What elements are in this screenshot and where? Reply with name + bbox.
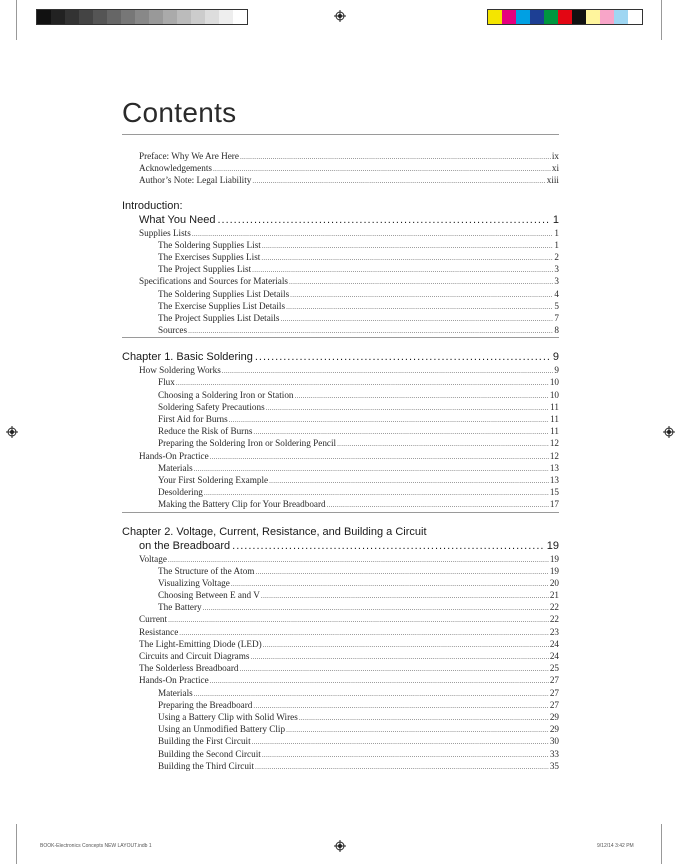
toc-entry-title: Voltage [139,553,167,564]
toc-entry-page: 19 [549,565,559,576]
toc-entry-title: Choosing Between E and V [158,590,260,601]
front-matter-list [122,150,559,187]
toc-entry-page: 24 [549,638,559,649]
leader-dots [231,578,549,590]
chapter-2-row[interactable] [122,539,559,553]
toc-entry[interactable] [122,674,559,686]
toc-entry-page: 24 [549,651,559,661]
leader-dots [217,213,550,227]
toc-entry[interactable] [122,613,559,625]
intro-page: 1 [552,213,559,226]
chapter-1-title: Chapter 1. Basic Soldering [122,351,253,364]
toc-entry-title: Using a Battery Clip with Solid Wires [158,711,298,722]
toc-entry[interactable] [122,589,559,601]
toc-entry[interactable] [122,364,559,376]
leader-dots [299,712,549,724]
toc-entry-title: First Aid for Burns [158,414,228,424]
toc-entry-title: Using an Unmodified Battery Clip [158,724,286,735]
toc-entry-page: 7 [554,312,559,323]
toc-entry-page: 4 [554,288,559,299]
toc-entry-title: Choosing a Soldering Iron or Station [158,389,294,400]
toc-entry-title: Materials [158,462,193,473]
toc-entry-page: 27 [549,687,559,698]
toc-entry-title: The Soldering Supplies List [158,239,261,250]
toc-entry-title: The Exercise Supplies List Details [158,300,286,311]
toc-entry-title: Resistance [139,626,179,637]
toc-entry-page: 22 [549,602,559,613]
toc-entry-page: 20 [549,577,559,588]
title-rule [122,134,559,135]
toc-entry-title: Current [139,614,168,625]
chapter-1-page: 9 [552,351,559,364]
leader-dots [261,252,553,264]
toc-entry[interactable] [122,474,559,486]
leader-dots [262,749,549,761]
intro-title: What You Need [139,213,216,226]
toc-entry-title: Building the First Circuit [158,736,251,747]
toc-entry-page: 13 [549,462,559,473]
toc-entry[interactable] [122,486,559,498]
leader-dots [255,761,549,773]
crop-mark [661,824,662,864]
toc-entry-page: 22 [549,614,559,625]
toc-entry-title: Reduce the Risk of Burns [158,426,253,437]
toc-entry-page: ix [551,151,559,161]
chapter-2-page: 19 [546,539,559,552]
toc-entry[interactable] [122,565,559,577]
slug-filename: BOOK-Electronics Concepts NEW LAYOUT.indb 1 [40,843,152,849]
chapter-1-entries [122,364,559,510]
leader-dots [203,602,549,614]
toc-entry-page: 3 [554,276,559,287]
leader-dots [252,264,553,276]
toc-entry[interactable] [122,425,559,437]
toc-entry-title: Flux [158,377,175,388]
leader-dots [286,724,549,736]
toc-entry-page: 3 [554,264,559,275]
toc-entry-page: 15 [549,487,559,498]
leader-dots [168,614,549,626]
toc-entry-page: 1 [554,227,559,238]
toc-entry[interactable] [122,662,559,674]
toc-entry-title: Hands-On Practice [139,675,209,686]
crop-mark [16,824,17,864]
toc-entry-title: Materials [158,687,193,698]
leader-dots [252,736,549,748]
toc-entry-page: 27 [549,699,559,710]
toc-entry[interactable] [122,312,559,324]
toc-entry-page: 10 [549,377,559,388]
toc-entry-page: 27 [549,675,559,686]
grayscale-color-bar [36,9,248,25]
toc-entry[interactable] [122,687,559,699]
leader-dots [213,163,551,175]
toc-entry-title: Building the Second Circuit [158,748,261,759]
toc-entry[interactable] [122,735,559,747]
toc-entry[interactable] [122,376,559,388]
toc-entry-title: Your First Soldering Example [158,474,269,485]
toc-entry[interactable] [122,275,559,287]
toc-entry-page: 17 [549,499,559,510]
leader-dots [289,276,553,288]
toc-entry-page: 23 [549,626,559,637]
leader-dots [337,438,549,450]
toc-entry[interactable] [122,626,559,638]
leader-dots [229,414,549,426]
toc-entry[interactable] [122,498,559,510]
toc-entry-title: Circuits and Circuit Diagrams [139,651,250,661]
registration-mark-icon [334,840,346,852]
toc-entry-page: 19 [549,553,559,564]
leader-dots [188,325,553,337]
toc-entry-title: Acknowledgements [139,163,212,174]
table-of-contents [122,150,559,772]
toc-entry[interactable] [122,437,559,449]
leader-dots [210,451,549,463]
page-title: Contents [122,97,237,128]
toc-entry[interactable] [122,760,559,772]
toc-entry-title: Preparing the Soldering Iron or Soldering Pencil [158,438,337,449]
toc-entry-page: 13 [549,474,559,485]
toc-entry-page: 25 [549,663,559,674]
toc-entry-page: 21 [549,590,559,601]
toc-entry-page: 11 [550,426,559,437]
toc-entry-page: 11 [550,414,559,424]
process-color-bar [487,9,643,25]
toc-entry-page: 30 [549,736,559,747]
toc-entry[interactable] [122,389,559,401]
toc-entry[interactable] [122,150,559,162]
toc-entry[interactable] [122,723,559,735]
toc-entry[interactable] [122,174,559,186]
leader-dots [261,590,549,602]
leader-dots [232,539,545,553]
leader-dots [262,240,554,252]
toc-entry[interactable] [122,553,559,565]
toc-entry[interactable] [122,263,559,275]
toc-entry-page: 8 [554,325,559,336]
toc-entry-page: 12 [549,450,559,461]
toc-entry-title: Author’s Note: Legal Liability [139,175,252,186]
crop-mark [16,0,17,40]
toc-entry[interactable] [122,413,559,425]
leader-dots [263,639,549,651]
toc-entry[interactable] [122,450,559,462]
toc-entry-page: 29 [549,711,559,722]
toc-entry-title: How Soldering Works [139,365,221,376]
slug-timestamp: 9/12/14 3:42 PM [597,843,634,849]
toc-entry-page: 5 [554,300,559,311]
toc-entry[interactable] [122,601,559,613]
toc-entry-page: 1 [554,239,559,250]
toc-entry[interactable] [122,162,559,174]
chapter-2-title: on the Breadboard [139,539,231,552]
toc-entry-title: Preface: Why We Are Here [139,151,239,161]
toc-entry-title: Soldering Safety Precautions [158,401,265,412]
toc-entry[interactable] [122,462,559,474]
toc-entry-title: The Project Supplies List Details [158,312,280,323]
toc-entry-page: xiii [546,175,559,186]
toc-entry[interactable] [122,401,559,413]
toc-entry-title: The Exercises Supplies List [158,251,261,262]
toc-entry[interactable] [122,251,559,263]
toc-entry-page: 12 [549,438,559,449]
toc-entry-page: 29 [549,724,559,735]
intro-title-row[interactable] [122,213,559,227]
leader-dots [280,313,553,325]
toc-entry[interactable] [122,239,559,251]
crop-mark [661,0,662,40]
toc-entry[interactable] [122,300,559,312]
leader-dots [269,475,549,487]
toc-entry-page: 11 [550,401,559,412]
toc-entry[interactable] [122,577,559,589]
toc-entry-page: 10 [549,389,559,400]
toc-entry-title: The Battery [158,602,202,613]
leader-dots [222,365,554,377]
toc-entry-title: Desoldering [158,487,203,498]
toc-entry-title: Making the Battery Clip for Your Breadboard [158,499,326,510]
leader-dots [252,175,545,187]
toc-entry-title: Sources [158,325,188,336]
toc-entry-title: The Solderless Breadboard [139,663,239,674]
intro-heading: Introduction: [122,199,183,212]
toc-entry[interactable] [122,699,559,711]
toc-entry[interactable] [122,638,559,650]
toc-entry-title: Specifications and Sources for Materials [139,276,288,287]
toc-entry-title: The Soldering Supplies List Details [158,288,290,299]
leader-dots [295,390,549,402]
chapter-2-entries [122,553,559,772]
toc-entry-page: 2 [554,251,559,262]
leader-dots [266,402,549,414]
leader-dots [286,301,553,313]
registration-mark-icon [334,10,346,22]
toc-entry-title: Hands-On Practice [139,450,209,461]
leader-dots [210,675,549,687]
registration-mark-icon [6,426,18,438]
leader-dots [327,499,549,511]
toc-entry-title: The Structure of the Atom [158,565,255,576]
toc-entry-title: The Project Supplies List [158,264,252,275]
toc-entry[interactable] [122,650,559,662]
toc-entry-title: Visualizing Voltage [158,577,230,588]
toc-entry-title: The Light-Emitting Diode (LED) [139,638,262,649]
intro-entries [122,227,559,337]
toc-entry-page: xi [551,163,559,174]
toc-entry[interactable] [122,711,559,723]
toc-entry-page: 33 [549,748,559,759]
toc-entry-title: Supplies Lists [139,227,191,238]
toc-entry-page: 35 [549,760,559,771]
leader-dots [290,289,553,301]
toc-entry-title: Building the Third Circuit [158,760,255,771]
chapter-2-heading: Chapter 2. Voltage, Current, Resistance, and Building a Circuit [122,525,427,538]
toc-entry-page: 9 [554,365,559,376]
toc-entry[interactable] [122,748,559,760]
chapter-1-row[interactable] [122,350,559,364]
leader-dots [255,566,548,578]
leader-dots [255,350,551,364]
toc-entry-title: Preparing the Breadboard [158,699,253,710]
leader-dots [240,663,549,675]
leader-dots [240,151,551,163]
registration-mark-icon [663,426,675,438]
leader-dots [250,651,548,663]
toc-entry[interactable] [122,227,559,239]
toc-entry[interactable] [122,288,559,300]
toc-entry[interactable] [122,324,559,336]
